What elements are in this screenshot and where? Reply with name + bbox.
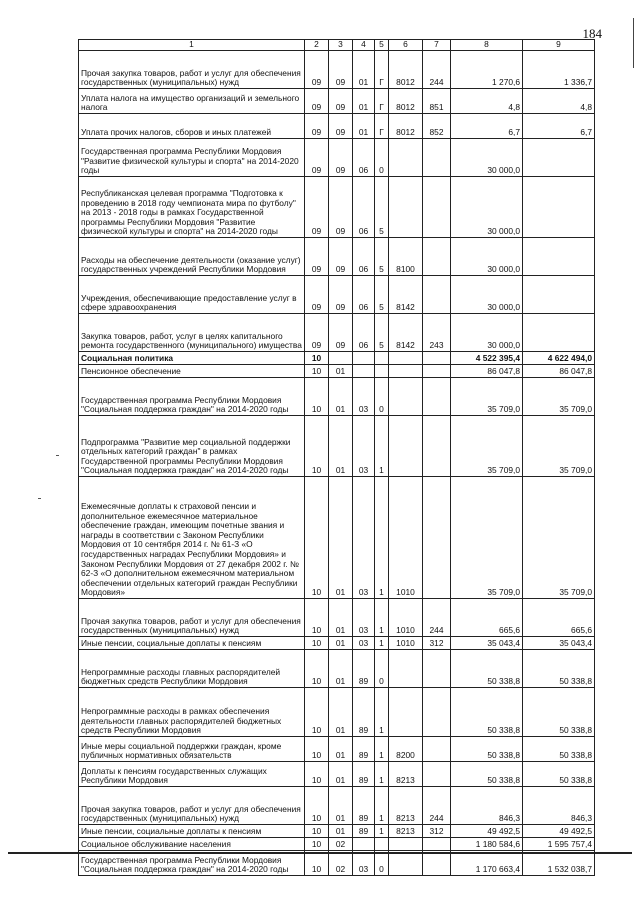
amount-2017-cell: 50 338,8 [523, 762, 595, 787]
row-name-cell: Государственная программа Республики Мордовия "Социальная поддержка граждан" на 2014-2020 годы [79, 378, 305, 416]
table-row [79, 851, 595, 876]
section-code-cell: 09 [305, 51, 329, 89]
expense-type-cell [423, 851, 451, 876]
program-code-cell: 89 [353, 787, 375, 825]
subsection-code-cell: 01 [329, 688, 353, 737]
subprogram-code-cell: 0 [375, 139, 389, 177]
margin-mark [56, 455, 59, 456]
subsection-code-cell: 01 [329, 762, 353, 787]
program-code-cell: 89 [353, 825, 375, 838]
amount-2016-cell: 4 522 395,4 [451, 352, 523, 365]
subsection-code-cell: 01 [329, 416, 353, 477]
row-name-cell: Иные пенсии, социальные доплаты к пенсиям [79, 825, 305, 838]
subprogram-code-cell: 1 [375, 825, 389, 838]
program-code-cell: 03 [353, 378, 375, 416]
section-code-cell: 10 [305, 365, 329, 378]
item-code-cell [389, 416, 423, 477]
amount-2017-cell: 665,6 [523, 599, 595, 637]
amount-2016-cell: 4,8 [451, 89, 523, 114]
item-code-cell: 8213 [389, 762, 423, 787]
amount-2016-cell: 35 709,0 [451, 416, 523, 477]
table-row [79, 177, 595, 238]
bottom-rule [8, 852, 632, 854]
row-name-cell: Уплата налога на имущество организаций и земельного налога [79, 89, 305, 114]
amount-2017-cell: 4 622 494,0 [523, 352, 595, 365]
amount-2017-cell: 35 709,0 [523, 378, 595, 416]
amount-2017-cell: 846,3 [523, 787, 595, 825]
column-header: 9 [523, 40, 595, 51]
amount-2017-cell: 1 595 757,4 [523, 838, 595, 851]
program-code-cell: 03 [353, 599, 375, 637]
table-row [79, 416, 595, 477]
section-code-cell: 10 [305, 825, 329, 838]
amount-2016-cell: 1 270,6 [451, 51, 523, 89]
table-row [79, 787, 595, 825]
table-row [79, 762, 595, 787]
column-header: 1 [79, 40, 305, 51]
section-code-cell: 10 [305, 352, 329, 365]
item-code-cell [389, 838, 423, 851]
subsection-code-cell: 02 [329, 851, 353, 876]
table-row [79, 650, 595, 688]
expense-type-cell [423, 276, 451, 314]
row-name-cell: Непрограммные расходы главных распорядителей бюджетных средств Республики Мордовия [79, 650, 305, 688]
amount-2017-cell [523, 139, 595, 177]
item-code-cell [389, 851, 423, 876]
row-name-cell: Прочая закупка товаров, работ и услуг для обеспечения государственных (муниципальных) нужд [79, 599, 305, 637]
program-code-cell: 03 [353, 477, 375, 599]
section-code-cell: 09 [305, 177, 329, 238]
amount-2016-cell: 50 338,8 [451, 688, 523, 737]
row-name-cell: Подпрограмма "Развитие мер социальной поддержки отдельных категорий граждан" в рамках Государственной программы Республики Мордовия "Социальная поддержка граждан" на 2014-2020 годы [79, 416, 305, 477]
amount-2016-cell: 846,3 [451, 787, 523, 825]
item-code-cell: 8142 [389, 314, 423, 352]
amount-2016-cell: 49 492,5 [451, 825, 523, 838]
amount-2017-cell [523, 238, 595, 276]
section-code-cell: 09 [305, 276, 329, 314]
expense-type-cell [423, 177, 451, 238]
amount-2016-cell: 30 000,0 [451, 314, 523, 352]
subprogram-code-cell: 5 [375, 238, 389, 276]
row-name-cell: Иные пенсии, социальные доплаты к пенсиям [79, 637, 305, 650]
subprogram-code-cell: 1 [375, 737, 389, 762]
section-code-cell: 10 [305, 838, 329, 851]
expense-type-cell [423, 650, 451, 688]
program-code-cell: 06 [353, 139, 375, 177]
subprogram-code-cell: 1 [375, 477, 389, 599]
section-code-cell: 10 [305, 737, 329, 762]
amount-2017-cell: 86 047,8 [523, 365, 595, 378]
section-code-cell: 09 [305, 139, 329, 177]
section-code-cell: 10 [305, 787, 329, 825]
section-code-cell: 09 [305, 114, 329, 139]
table-row [79, 599, 595, 637]
amount-2016-cell: 50 338,8 [451, 737, 523, 762]
program-code-cell [353, 365, 375, 378]
row-name-cell: Уплата прочих налогов, сборов и иных платежей [79, 114, 305, 139]
column-header: 2 [305, 40, 329, 51]
expense-type-cell [423, 688, 451, 737]
subprogram-code-cell [375, 838, 389, 851]
column-header: 8 [451, 40, 523, 51]
expense-type-cell: 244 [423, 787, 451, 825]
program-code-cell: 01 [353, 114, 375, 139]
amount-2016-cell: 86 047,8 [451, 365, 523, 378]
amount-2016-cell: 35 709,0 [451, 477, 523, 599]
row-name-cell: Ежемесячные доплаты к страховой пенсии и дополнительное ежемесячное материальное обеспечение граждан, имеющим почетные звания и награды в соответствии с Законом Республики Мордовия от 10 сентября 2014 г. № 61-З «О государственных наградах Республики Мордовия» и Законом Республики Мордовия от 27 декабря 2002 г. № 62-З «О дополнительном ежемесячном материальном обеспечении отдельных категорий граждан Республики Мордовия» [79, 477, 305, 599]
expense-type-cell: 244 [423, 51, 451, 89]
expense-type-cell [423, 352, 451, 365]
row-name-cell: Социальная политика [79, 352, 305, 365]
table-row [79, 352, 595, 365]
subsection-code-cell: 01 [329, 365, 353, 378]
subprogram-code-cell: 1 [375, 762, 389, 787]
program-code-cell: 01 [353, 51, 375, 89]
table-row [79, 365, 595, 378]
section-code-cell: 09 [305, 238, 329, 276]
row-name-cell: Государственная программа Республики Мордовия "Развитие физической культуры и спорта" на 2014-2020 годы [79, 139, 305, 177]
section-code-cell: 10 [305, 637, 329, 650]
expense-type-cell: 244 [423, 599, 451, 637]
table-row [79, 825, 595, 838]
subprogram-code-cell: 1 [375, 688, 389, 737]
amount-2016-cell: 50 338,8 [451, 650, 523, 688]
expense-type-cell [423, 737, 451, 762]
item-code-cell: 8012 [389, 89, 423, 114]
amount-2016-cell: 1 180 584,6 [451, 838, 523, 851]
table-row [79, 477, 595, 599]
amount-2016-cell: 665,6 [451, 599, 523, 637]
binding-edge-line [633, 18, 634, 68]
section-code-cell: 10 [305, 416, 329, 477]
item-code-cell: 8012 [389, 51, 423, 89]
subsection-code-cell: 09 [329, 276, 353, 314]
subsection-code-cell: 01 [329, 477, 353, 599]
amount-2017-cell: 50 338,8 [523, 688, 595, 737]
subsection-code-cell: 01 [329, 737, 353, 762]
row-name-cell: Пенсионное обеспечение [79, 365, 305, 378]
amount-2016-cell: 35 709,0 [451, 378, 523, 416]
subsection-code-cell: 09 [329, 114, 353, 139]
amount-2017-cell: 50 338,8 [523, 650, 595, 688]
subsection-code-cell: 09 [329, 51, 353, 89]
column-header: 7 [423, 40, 451, 51]
table-row [79, 51, 595, 89]
expense-type-cell: 312 [423, 637, 451, 650]
subsection-code-cell: 01 [329, 650, 353, 688]
table-row [79, 314, 595, 352]
amount-2016-cell: 30 000,0 [451, 177, 523, 238]
subprogram-code-cell: 1 [375, 787, 389, 825]
subprogram-code-cell [375, 365, 389, 378]
expense-type-cell: 312 [423, 825, 451, 838]
subprogram-code-cell: 5 [375, 177, 389, 238]
item-code-cell: 8200 [389, 737, 423, 762]
subsection-code-cell [329, 352, 353, 365]
item-code-cell [389, 352, 423, 365]
column-header: 6 [389, 40, 423, 51]
expense-type-cell [423, 365, 451, 378]
row-name-cell: Прочая закупка товаров, работ и услуг для обеспечения государственных (муниципальных) нужд [79, 51, 305, 89]
amount-2016-cell: 35 043,4 [451, 637, 523, 650]
section-code-cell: 10 [305, 378, 329, 416]
margin-mark [38, 498, 41, 499]
amount-2017-cell: 35 709,0 [523, 416, 595, 477]
subsection-code-cell: 01 [329, 787, 353, 825]
amount-2017-cell: 4,8 [523, 89, 595, 114]
table-row [79, 139, 595, 177]
column-header: 5 [375, 40, 389, 51]
program-code-cell: 89 [353, 650, 375, 688]
item-code-cell: 8213 [389, 787, 423, 825]
expense-type-cell [423, 238, 451, 276]
table-row [79, 89, 595, 114]
amount-2017-cell [523, 314, 595, 352]
expense-type-cell: 852 [423, 114, 451, 139]
subsection-code-cell: 09 [329, 314, 353, 352]
row-name-cell: Социальное обслуживание населения [79, 838, 305, 851]
section-code-cell: 10 [305, 851, 329, 876]
subprogram-code-cell: 1 [375, 416, 389, 477]
subprogram-code-cell: Г [375, 51, 389, 89]
amount-2017-cell: 6,7 [523, 114, 595, 139]
section-code-cell: 10 [305, 762, 329, 787]
item-code-cell [389, 139, 423, 177]
program-code-cell: 03 [353, 851, 375, 876]
item-code-cell: 8213 [389, 825, 423, 838]
item-code-cell: 1010 [389, 599, 423, 637]
amount-2016-cell: 30 000,0 [451, 139, 523, 177]
program-code-cell: 89 [353, 737, 375, 762]
subprogram-code-cell: 0 [375, 650, 389, 688]
item-code-cell [389, 650, 423, 688]
amount-2017-cell: 35 043,4 [523, 637, 595, 650]
section-code-cell: 10 [305, 477, 329, 599]
expense-type-cell [423, 139, 451, 177]
item-code-cell: 1010 [389, 637, 423, 650]
expense-type-cell [423, 378, 451, 416]
amount-2017-cell: 35 709,0 [523, 477, 595, 599]
amount-2017-cell: 1 532 038,7 [523, 851, 595, 876]
item-code-cell: 8012 [389, 114, 423, 139]
table-row [79, 114, 595, 139]
budget-table [78, 39, 595, 876]
amount-2017-cell: 1 336,7 [523, 51, 595, 89]
subprogram-code-cell [375, 352, 389, 365]
row-name-cell: Иные меры социальной поддержки граждан, кроме публичных нормативных обязательств [79, 737, 305, 762]
row-name-cell: Доплаты к пенсиям государственных служащих Республики Мордовия [79, 762, 305, 787]
subprogram-code-cell: 1 [375, 599, 389, 637]
subsection-code-cell: 09 [329, 238, 353, 276]
program-code-cell [353, 352, 375, 365]
amount-2017-cell [523, 177, 595, 238]
subsection-code-cell: 09 [329, 89, 353, 114]
subprogram-code-cell: 5 [375, 314, 389, 352]
table-row [79, 238, 595, 276]
expense-type-cell [423, 762, 451, 787]
expense-type-cell: 243 [423, 314, 451, 352]
row-name-cell: Прочая закупка товаров, работ и услуг для обеспечения государственных (муниципальных) нужд [79, 787, 305, 825]
amount-2016-cell: 1 170 663,4 [451, 851, 523, 876]
expense-type-cell [423, 416, 451, 477]
subprogram-code-cell: Г [375, 114, 389, 139]
amount-2017-cell: 50 338,8 [523, 737, 595, 762]
expense-type-cell [423, 477, 451, 599]
amount-2016-cell: 6,7 [451, 114, 523, 139]
program-code-cell: 01 [353, 89, 375, 114]
subprogram-code-cell: Г [375, 89, 389, 114]
row-name-cell: Республиканская целевая программа "Подготовка к проведению в 2018 году чемпионата мира по футболу" на 2013 - 2018 годы в рамках Государственной программы Республики Мордовия "Развитие физической культуры и спорта" на 2014-2020 годы [79, 177, 305, 238]
amount-2017-cell [523, 276, 595, 314]
table-row [79, 838, 595, 851]
program-code-cell: 03 [353, 637, 375, 650]
row-name-cell: Учреждения, обеспечивающие предоставление услуг в сфере здравоохранения [79, 276, 305, 314]
table-row [79, 276, 595, 314]
table-row [79, 737, 595, 762]
program-code-cell [353, 838, 375, 851]
subsection-code-cell: 09 [329, 139, 353, 177]
table-row [79, 637, 595, 650]
table-row [79, 378, 595, 416]
page-number: 184 [582, 26, 602, 41]
program-code-cell: 03 [353, 416, 375, 477]
subsection-code-cell: 01 [329, 825, 353, 838]
subsection-code-cell: 01 [329, 599, 353, 637]
row-name-cell: Расходы на обеспечение деятельности (оказание услуг) государственных учреждений Республики Мордовия [79, 238, 305, 276]
program-code-cell: 06 [353, 177, 375, 238]
section-code-cell: 10 [305, 599, 329, 637]
program-code-cell: 89 [353, 762, 375, 787]
amount-2016-cell: 30 000,0 [451, 276, 523, 314]
table-row [79, 688, 595, 737]
expense-type-cell: 851 [423, 89, 451, 114]
amount-2017-cell: 49 492,5 [523, 825, 595, 838]
item-code-cell [389, 378, 423, 416]
section-code-cell: 09 [305, 89, 329, 114]
subsection-code-cell: 01 [329, 378, 353, 416]
item-code-cell: 1010 [389, 477, 423, 599]
subprogram-code-cell: 5 [375, 276, 389, 314]
table-body [79, 51, 595, 876]
subsection-code-cell: 09 [329, 177, 353, 238]
section-code-cell: 10 [305, 650, 329, 688]
program-code-cell: 06 [353, 238, 375, 276]
column-header: 3 [329, 40, 353, 51]
section-code-cell: 10 [305, 688, 329, 737]
column-number-row [79, 40, 595, 51]
item-code-cell [389, 688, 423, 737]
item-code-cell: 8142 [389, 276, 423, 314]
program-code-cell: 06 [353, 276, 375, 314]
expense-type-cell [423, 838, 451, 851]
item-code-cell: 8100 [389, 238, 423, 276]
row-name-cell: Непрограммные расходы в рамках обеспечения деятельности главных распорядителей бюджетных средств Республики Мордовия [79, 688, 305, 737]
amount-2016-cell: 50 338,8 [451, 762, 523, 787]
column-header: 4 [353, 40, 375, 51]
subprogram-code-cell: 0 [375, 851, 389, 876]
amount-2016-cell: 30 000,0 [451, 238, 523, 276]
subprogram-code-cell: 0 [375, 378, 389, 416]
subprogram-code-cell: 1 [375, 637, 389, 650]
subsection-code-cell: 01 [329, 637, 353, 650]
section-code-cell: 09 [305, 314, 329, 352]
row-name-cell: Государственная программа Республики Мордовия "Социальная поддержка граждан" на 2014-2020 годы [79, 851, 305, 876]
row-name-cell: Закупка товаров, работ, услуг в целях капитального ремонта государственного (муниципального) имущества [79, 314, 305, 352]
subsection-code-cell: 02 [329, 838, 353, 851]
item-code-cell [389, 177, 423, 238]
item-code-cell [389, 365, 423, 378]
program-code-cell: 06 [353, 314, 375, 352]
program-code-cell: 89 [353, 688, 375, 737]
